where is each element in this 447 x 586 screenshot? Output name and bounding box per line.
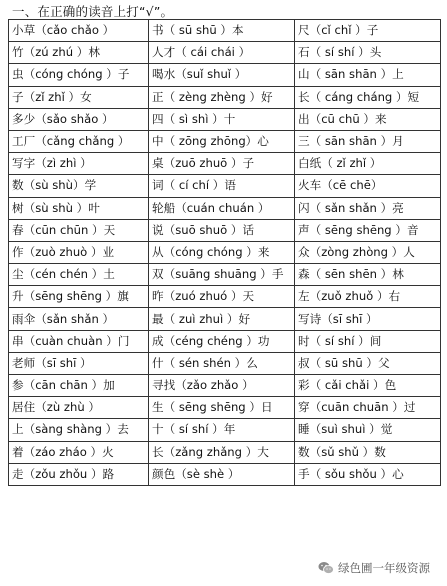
table-row xyxy=(9,153,441,175)
pinyin-cell[interactable]: 喝水（suǐ shuǐ ） xyxy=(149,64,295,86)
pinyin-cell[interactable]: 森（ sēn shēn ）林 xyxy=(295,264,441,286)
pinyin-cell[interactable]: 出（cū chū ）来 xyxy=(295,108,441,130)
pinyin-cell[interactable]: 十（ sí shí ）年 xyxy=(149,419,295,441)
pinyin-cell[interactable]: 参（cān chān ）加 xyxy=(9,375,149,397)
table-row xyxy=(9,419,441,441)
pinyin-cell[interactable]: 走（zǒu zhǒu ）路 xyxy=(9,463,149,485)
pinyin-cell[interactable]: 长（zǎng zhǎng ）大 xyxy=(149,441,295,463)
pinyin-cell[interactable]: 子（zǐ zhǐ ）女 xyxy=(9,86,149,108)
pinyin-cell[interactable]: 尘（cén chén ）土 xyxy=(9,264,149,286)
pinyin-cell[interactable]: 生（ sēng shēng ）日 xyxy=(149,397,295,419)
table-row xyxy=(9,20,441,42)
watermark xyxy=(318,560,430,576)
pinyin-cell[interactable]: 作（zuò zhuò ）业 xyxy=(9,241,149,263)
instruction-title: 一、在正确的读音上打“√”。 xyxy=(12,4,174,19)
pinyin-cell[interactable]: 声（ sēng shēng ）音 xyxy=(295,219,441,241)
table-row xyxy=(9,64,441,86)
pinyin-cell[interactable]: 中（ zōng zhōng）心 xyxy=(149,130,295,152)
pinyin-cell[interactable]: 山（ sān shān ）上 xyxy=(295,64,441,86)
pinyin-cell[interactable]: 书（ sū shū ）本 xyxy=(149,20,295,42)
pinyin-cell[interactable]: 双（suāng shuāng ）手 xyxy=(149,264,295,286)
pinyin-cell[interactable]: 叔（ sū shū ）父 xyxy=(295,352,441,374)
watermark-text: 绿色圃一年级资源 xyxy=(338,561,430,575)
pinyin-cell[interactable]: 火车（cē chē） xyxy=(295,175,441,197)
table-row xyxy=(9,130,441,152)
table-row xyxy=(9,441,441,463)
pinyin-cell[interactable]: 数（sǔ shǔ ）数 xyxy=(295,441,441,463)
pinyin-cell[interactable]: 工厂（cǎng chǎng ） xyxy=(9,130,149,152)
table-row xyxy=(9,352,441,374)
pinyin-cell[interactable]: 四（ sì shì ）十 xyxy=(149,108,295,130)
pinyin-cell[interactable]: 颜色（sè shè ） xyxy=(149,463,295,485)
pinyin-cell[interactable]: 时（ sí shí ）间 xyxy=(295,330,441,352)
pinyin-cell[interactable]: 虫（cóng chóng ）子 xyxy=(9,64,149,86)
table-row xyxy=(9,463,441,485)
pinyin-cell[interactable]: 人才（ cái chái ） xyxy=(149,42,295,64)
table-row xyxy=(9,397,441,419)
pinyin-cell[interactable]: 众（zòng zhòng ）人 xyxy=(295,241,441,263)
pinyin-cell[interactable]: 左（zuǒ zhuǒ ）右 xyxy=(295,286,441,308)
wechat-icon xyxy=(318,561,334,575)
pinyin-cell[interactable]: 说（suō shuō ）话 xyxy=(149,219,295,241)
pinyin-cell[interactable]: 雨伞（sǎn shǎn ） xyxy=(9,308,149,330)
pinyin-cell[interactable]: 写诗（sī shī ） xyxy=(295,308,441,330)
table-row xyxy=(9,264,441,286)
pinyin-cell[interactable]: 昨（zuó zhuó ）天 xyxy=(149,286,295,308)
pinyin-cell[interactable]: 多少（sǎo shǎo ） xyxy=(9,108,149,130)
table-row xyxy=(9,42,441,64)
pinyin-cell[interactable]: 寻找（zǎo zhǎo ） xyxy=(149,375,295,397)
table-row xyxy=(9,86,441,108)
pinyin-cell[interactable]: 闪（ sǎn shǎn ）亮 xyxy=(295,197,441,219)
pinyin-cell[interactable]: 手（ sǒu shǒu ）心 xyxy=(295,463,441,485)
table-row xyxy=(9,197,441,219)
pinyin-cell[interactable]: 老师（sī shī ） xyxy=(9,352,149,374)
pinyin-cell[interactable]: 成（céng chéng ）功 xyxy=(149,330,295,352)
table-row xyxy=(9,330,441,352)
pinyin-cell[interactable]: 穿（cuān chuān ）过 xyxy=(295,397,441,419)
pinyin-cell[interactable]: 长（ cáng cháng ）短 xyxy=(295,86,441,108)
pinyin-cell[interactable]: 桌（zuō zhuō ）子 xyxy=(149,153,295,175)
pinyin-cell[interactable]: 树（sù shù ）叶 xyxy=(9,197,149,219)
pinyin-cell[interactable]: 彩（ cǎi chǎi ）色 xyxy=(295,375,441,397)
table-row xyxy=(9,219,441,241)
pinyin-cell[interactable]: 串（cuàn chuàn ）门 xyxy=(9,330,149,352)
pinyin-cell[interactable]: 轮船（cuán chuán ） xyxy=(149,197,295,219)
pinyin-cell[interactable]: 竹（zú zhú ）林 xyxy=(9,42,149,64)
pinyin-cell[interactable]: 上（sàng shàng ）去 xyxy=(9,419,149,441)
table-row xyxy=(9,241,441,263)
pinyin-cell[interactable]: 什（ sén shén ）么 xyxy=(149,352,295,374)
pinyin-cell[interactable]: 升（sēng shēng ）旗 xyxy=(9,286,149,308)
pinyin-cell[interactable]: 居住（zù zhù ） xyxy=(9,397,149,419)
pinyin-cell[interactable]: 尺（cǐ chǐ ）子 xyxy=(295,20,441,42)
pinyin-cell[interactable]: 最（ zuì zhuì ）好 xyxy=(149,308,295,330)
table-row xyxy=(9,308,441,330)
pinyin-cell[interactable]: 数（sù shù）学 xyxy=(9,175,149,197)
pinyin-cell[interactable]: 写字（zì zhì ） xyxy=(9,153,149,175)
pinyin-cell[interactable]: 正（ zèng zhèng ）好 xyxy=(149,86,295,108)
pinyin-cell[interactable]: 词（ cí chí ）语 xyxy=(149,175,295,197)
table-row xyxy=(9,286,441,308)
pinyin-cell[interactable]: 睡（suì shuì ）觉 xyxy=(295,419,441,441)
table-row xyxy=(9,175,441,197)
pinyin-cell[interactable]: 白纸（ zǐ zhǐ ） xyxy=(295,153,441,175)
table-row xyxy=(9,108,441,130)
pinyin-cell[interactable]: 石（ sí shí ）头 xyxy=(295,42,441,64)
pinyin-cell[interactable]: 小草（cǎo chǎo ） xyxy=(9,20,149,42)
pinyin-table xyxy=(8,19,441,486)
pinyin-cell[interactable]: 三（ sān shān ）月 xyxy=(295,130,441,152)
pinyin-cell[interactable]: 从（cóng chóng ）来 xyxy=(149,241,295,263)
pinyin-cell[interactable]: 着（záo zháo ）火 xyxy=(9,441,149,463)
table-row xyxy=(9,375,441,397)
pinyin-cell[interactable]: 春（cūn chūn ）天 xyxy=(9,219,149,241)
